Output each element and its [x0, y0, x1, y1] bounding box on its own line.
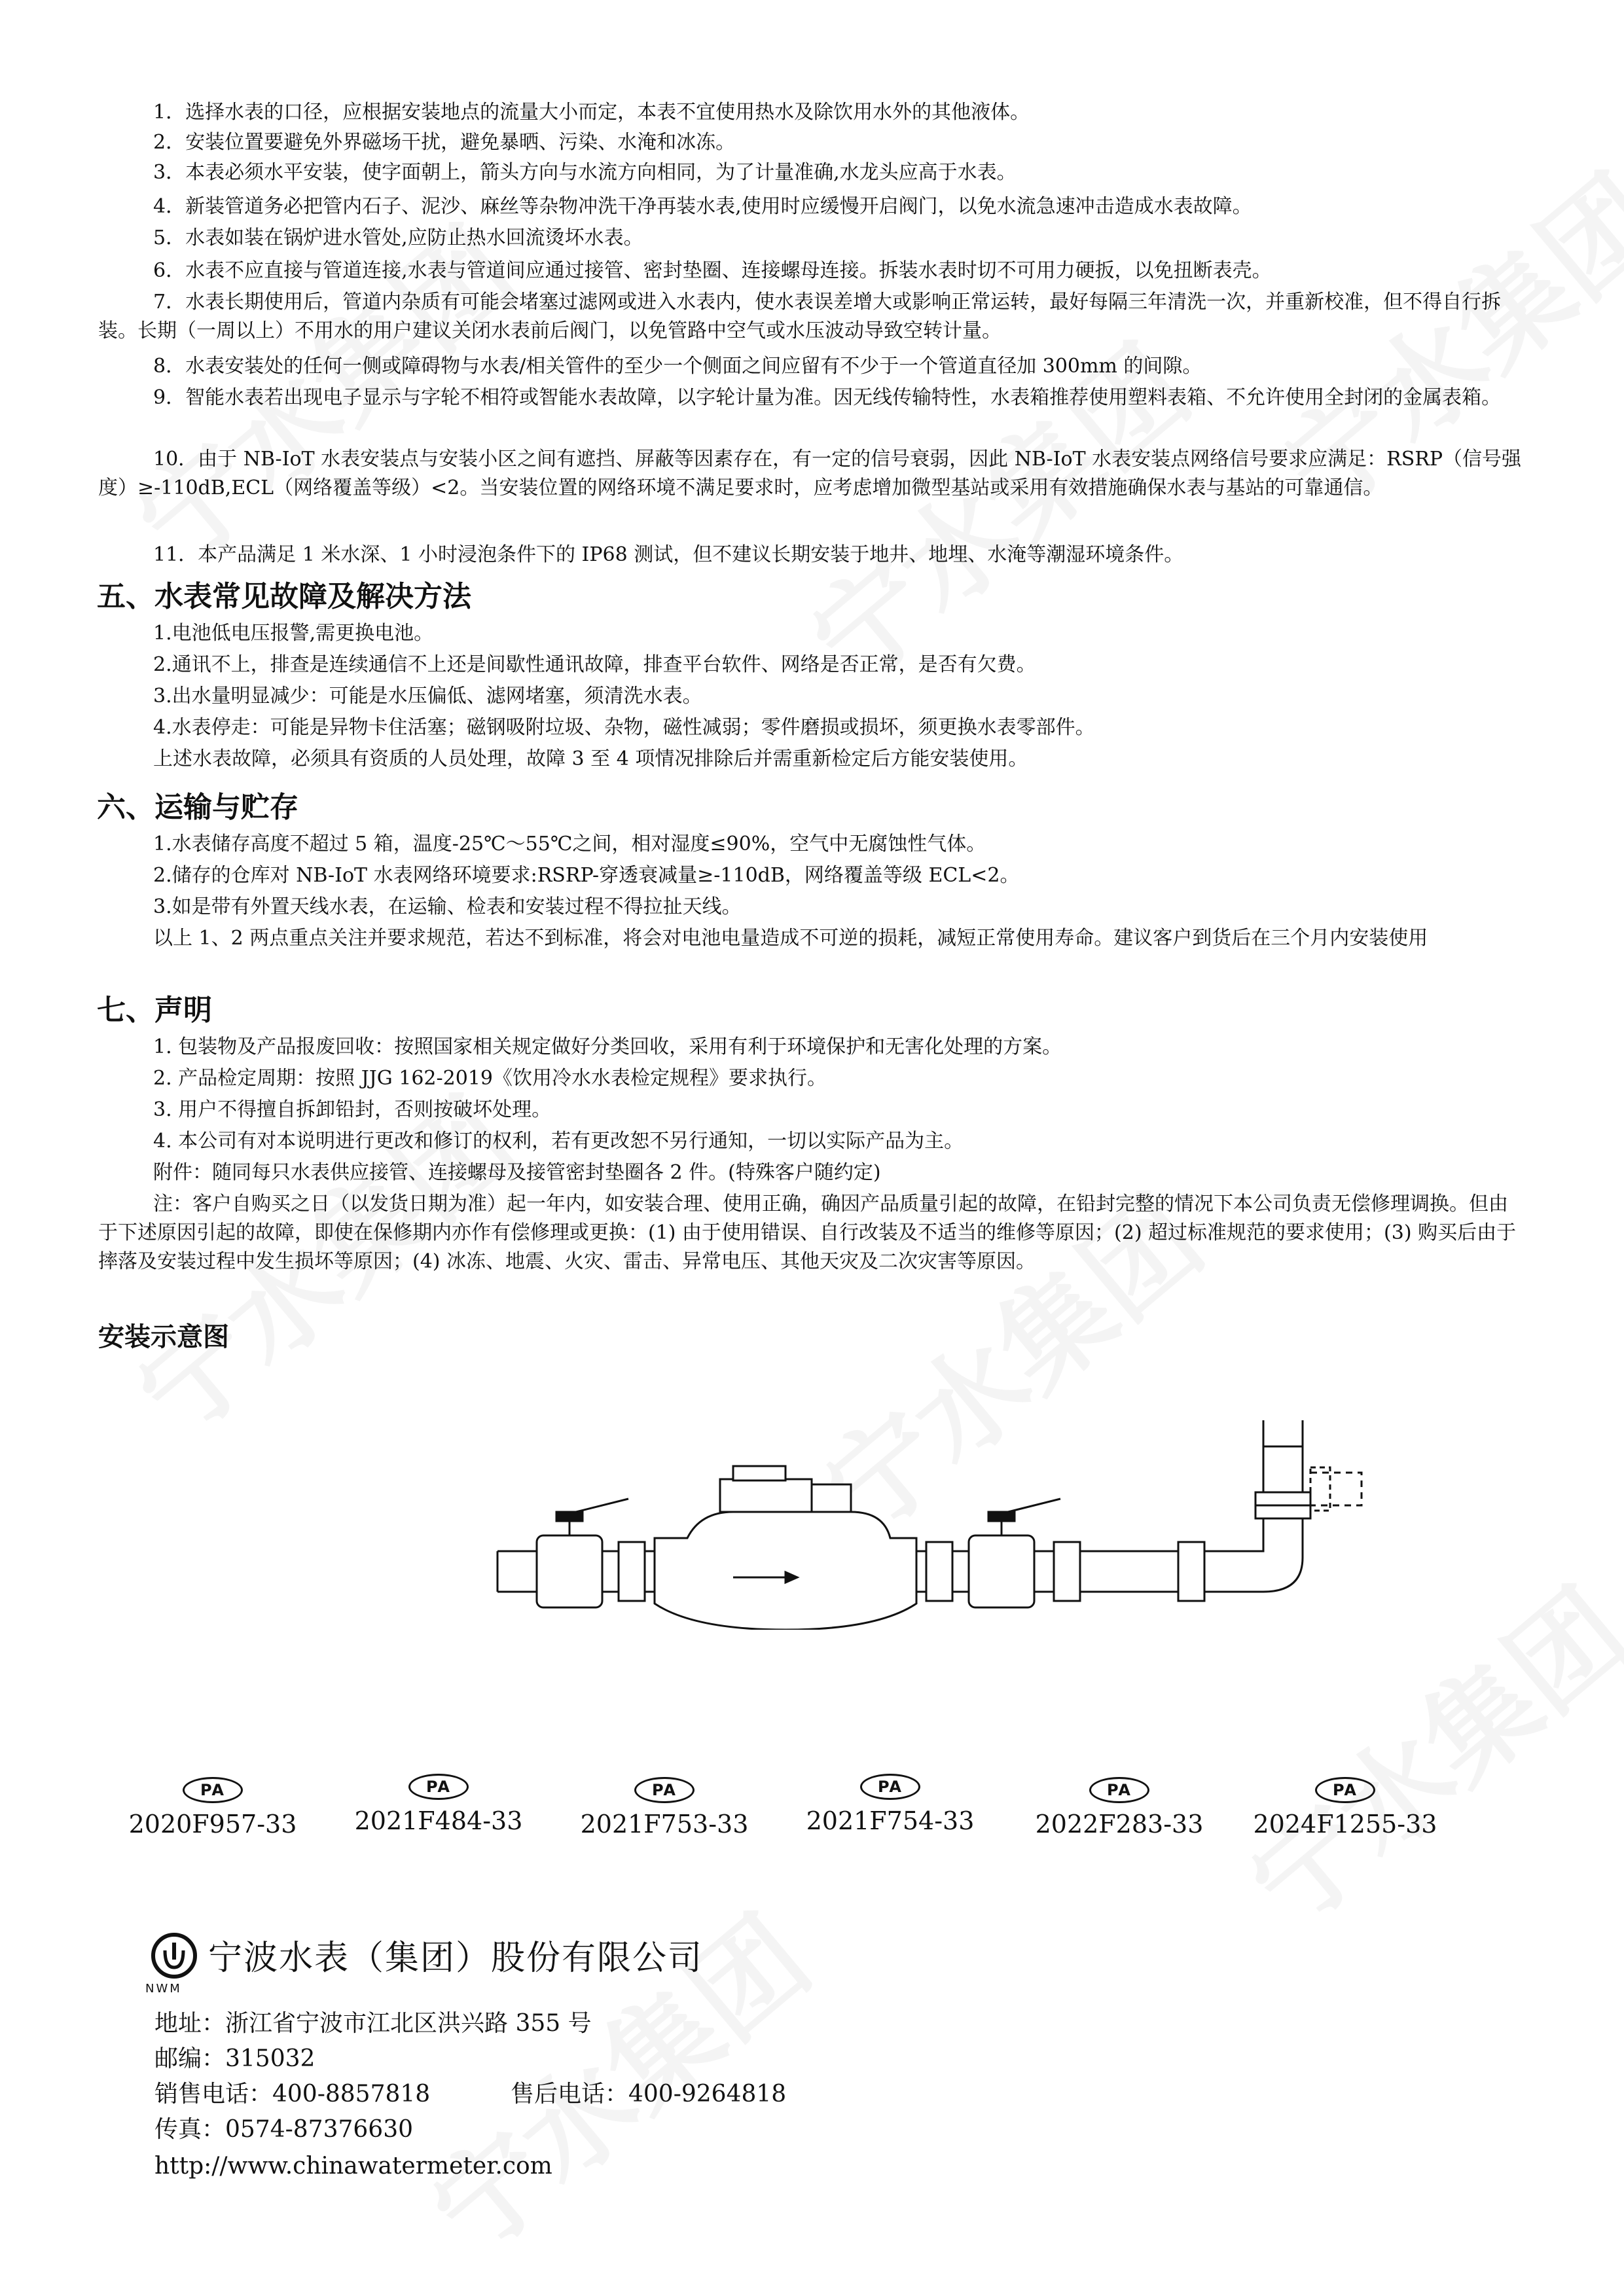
pa-mark-icon: PA [1089, 1777, 1149, 1803]
note-6: 6．水表不应直接与管道连接,水表与管道间应通过接管、密封垫圈、连接螺母连接。拆装水表时切不可用力硬扳，以免扭断表壳。 [153, 259, 1272, 282]
section-7-item: 4. 本公司有对本说明进行更改和修订的权利，若有更改恕不另行通知，一切以实际产品为主。 [153, 1130, 964, 1153]
pa-mark-icon: PA [408, 1774, 469, 1800]
section-5-item: 1.电池低电压报警,需更换电池。 [153, 622, 434, 645]
section-7-title: 七、声明 [97, 994, 212, 1027]
cert-mark [792, 1774, 988, 1835]
service-phone: 售后电话：400-9264818 [511, 2081, 787, 2108]
cert-mark [115, 1777, 311, 1839]
section-6-item: 2.储存的仓库对 NB-IoT 水表网络环境要求:RSRP-穿透衰减量≥-110dB，网络覆盖等级 ECL<2。 [153, 864, 1020, 887]
cert-code: 2020F957-33 [128, 1810, 297, 1839]
postcode: 邮编：315032 [154, 2045, 316, 2072]
pa-mark-icon: PA [634, 1777, 695, 1803]
cert-mark [566, 1777, 763, 1839]
website-link[interactable]: http://www.chinawatermeter.com [154, 2153, 552, 2179]
note-3: 3．本表必须水平安装，使字面朝上，箭头方向与水流方向相同，为了计量准确,水龙头应高于水表。 [153, 161, 1017, 184]
section-6-title: 六、运输与贮存 [97, 791, 298, 824]
section-6-item: 以上 1、2 两点重点关注并要求规范，若达不到标准，将会对电池电量造成不可逆的损耗，减短正常使用寿命。建议客户到货后在三个月内安装使用 [153, 927, 1428, 950]
note-4: 4．新装管道务必把管内石子、泥沙、麻丝等杂物冲洗干净再装水表,使用时应缓慢开启阀门，以免水流急速冲击造成水表故障。 [153, 195, 1252, 218]
fax: 传真：0574-87376630 [154, 2116, 414, 2143]
section-5-item: 3.出水量明显减少：可能是水压偏低、滤网堵塞，须清洗水表。 [153, 685, 702, 708]
warranty-note: 注：客户自购买之日（以发货日期为准）起一年内，如安装合理、使用正确，确因产品质量引起的故障，在铅封完整的情况下本公司负责无偿修理调换。但由于下述原因引起的故障，即使在保修期内亦作有偿修理或更换：(1) 由于使用错误、自行改装及不适当的维修等原因；(2) 超过标准规范的要求使用；(3) 购买后由于摔落及安装过程中发生损坏等原因；(4) 冰冻、地震、火灾、雷击、异常电压、其他天灾及二次灾害等原因。 [98, 1193, 1517, 1273]
note-5: 5．水表如装在锅炉进水管处,应防止热水回流烫坏水表。 [153, 226, 643, 249]
cert-code: 2022F283-33 [1035, 1810, 1204, 1839]
note-11: 11．本产品满足 1 米水深、1 小时浸泡条件下的 IP68 测试，但不建议长期安装于地井、地埋、水淹等潮湿环境条件。 [153, 543, 1184, 566]
cert-code: 2024F1255-33 [1253, 1810, 1437, 1839]
logo-text: NWM [145, 1982, 182, 1996]
cert-mark [1021, 1777, 1218, 1839]
section-7-item: 附件：随同每只水表供应接管、连接螺母及接管密封垫圈各 2 件。(特殊客户随约定) [153, 1161, 881, 1184]
section-5-item: 4.水表停走：可能是异物卡住活塞；磁钢吸附垃圾、杂物，磁性减弱；零件磨损或损坏，须更换水表零部件。 [153, 716, 1095, 739]
note-7: 7．水表长期使用后，管道内杂质有可能会堵塞过滤网或进入水表内，使水表误差增大或影响正常运转，最好每隔三年清洗一次，并重新校准，但不得自行拆装。长期（一周以上）不用水的用户建议关闭水表前后阀门，以免管路中空气或水压波动导致空转计量。 [98, 291, 1502, 342]
sales-phone: 销售电话：400-8857818 [154, 2081, 431, 2108]
section-5-title: 五、水表常见故障及解决方法 [97, 580, 471, 613]
note-2: 2．安装位置要避免外界磁场干扰，避免暴晒、污染、水淹和冰冻。 [153, 131, 736, 154]
pa-mark-icon: PA [183, 1777, 243, 1803]
cert-mark [1247, 1777, 1443, 1839]
company-logo-icon [149, 1931, 199, 1981]
section-5-item: 2.通讯不上，排查是连续通信不上还是间歇性通讯故障，排查平台软件、网络是否正常，是否有欠费。 [153, 653, 1036, 676]
section-6-item: 1.水表储存高度不超过 5 箱，温度-25℃～55℃之间，相对湿度≤90%，空气中无腐蚀性气体。 [153, 833, 986, 855]
section-7-item: 2. 产品检定周期：按照 JJG 162-2019《饮用冷水水表检定规程》要求执行。 [153, 1067, 827, 1090]
address: 地址：浙江省宁波市江北区洪兴路 355 号 [154, 2010, 592, 2037]
note-1: 1．选择水表的口径，应根据安装地点的流量大小而定，本表不宜使用热水及除饮用水外的其他液体。 [153, 101, 1030, 124]
section-7-item: 3. 用户不得擅自拆卸铅封，否则按破坏处理。 [153, 1098, 552, 1121]
note-8: 8．水表安装处的任何一侧或障碍物与水表/相关管件的至少一个侧面之间应留有不少于一个管道直径加 300mm 的间隙。 [153, 355, 1202, 378]
section-6-item: 3.如是带有外置天线水表，在运输、检表和安装过程不得拉扯天线。 [153, 895, 742, 918]
company-name: 宁波水表（集团）股份有限公司 [208, 1939, 704, 1978]
note-10: 10．由于 NB-IoT 水表安装点与安装小区之间有遮挡、屏蔽等因素存在，有一定的信号衰弱，因此 NB-IoT 水表安装点网络信号要求应满足：RSRP（信号强度）≥-110dB,ECL（网络覆盖等级）<2。当安装位置的网络环境不满足要求时，应考虑增加微型基站或采用有效措施确保水表与基站的可靠通信。 [98, 448, 1522, 499]
section-5-item: 上述水表故障，必须具有资质的人员处理，故障 3 至 4 项情况排除后并需重新检定后方能安装使用。 [153, 747, 1028, 770]
note-9: 9．智能水表若出现电子显示与字轮不相符或智能水表故障，以字轮计量为准。因无线传输特性，水表箱推荐使用塑料表箱、不允许使用全封闭的金属表箱。 [153, 386, 1502, 409]
cert-mark [340, 1774, 537, 1835]
pa-mark-icon: PA [1315, 1777, 1375, 1803]
cert-code: 2021F484-33 [354, 1806, 523, 1835]
cert-code: 2021F754-33 [806, 1806, 975, 1835]
section-7-item: 1. 包装物及产品报废回收：按照国家相关规定做好分类回收，采用有利于环境保护和无害化处理的方案。 [153, 1035, 1062, 1058]
diagram-title: 安装示意图 [98, 1322, 229, 1352]
pa-mark-icon: PA [860, 1774, 920, 1800]
cert-code: 2021F753-33 [580, 1810, 749, 1839]
installation-diagram [484, 1407, 1427, 1630]
